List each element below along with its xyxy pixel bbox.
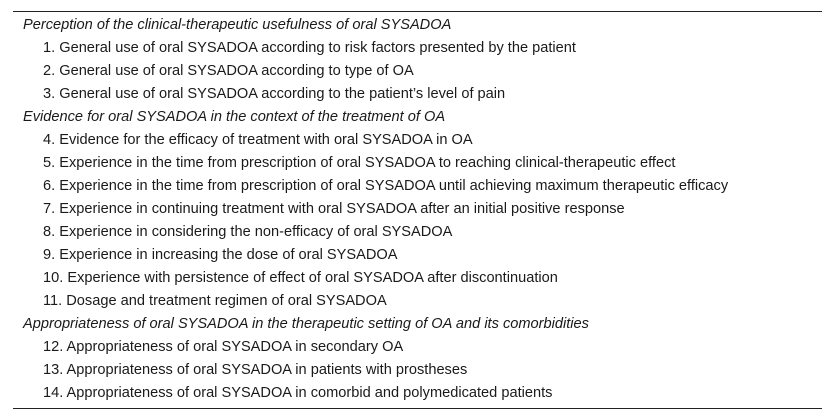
list-item: 10. Experience with persistence of effect of oral SYSADOA after discontinuation [43,270,558,286]
list-item: 1. General use of oral SYSADOA according to risk factors presented by the patient [43,40,576,56]
list-item: 14. Appropriateness of oral SYSADOA in comorbid and polymedicated patients [43,385,553,401]
list-item: 8. Experience in considering the non-efficacy of oral SYSADOA [43,224,453,240]
list-item: 2. General use of oral SYSADOA according to type of OA [43,63,414,79]
list-item: 11. Dosage and treatment regimen of oral SYSADOA [43,293,387,309]
list-item: 5. Experience in the time from prescription of oral SYSADOA to reaching clinical-therapeutic effect [43,155,676,171]
criteria-table [13,11,822,409]
list-item: 7. Experience in continuing treatment with oral SYSADOA after an initial positive response [43,201,625,217]
list-item: 9. Experience in increasing the dose of oral SYSADOA [43,247,398,263]
list-item: 12. Appropriateness of oral SYSADOA in secondary OA [43,339,404,355]
section-title-appropriateness: Appropriateness of oral SYSADOA in the therapeutic setting of OA and its comorbidities [23,316,589,332]
section-title-evidence: Evidence for oral SYSADOA in the context of the treatment of OA [23,109,446,125]
list-item: 4. Evidence for the efficacy of treatment with oral SYSADOA in OA [43,132,473,148]
list-item: 3. General use of oral SYSADOA according to the patient’s level of pain [43,86,506,102]
section-title-perception: Perception of the clinical-therapeutic usefulness of oral SYSADOA [23,17,452,33]
list-item: 13. Appropriateness of oral SYSADOA in patients with prostheses [43,362,468,378]
list-item: 6. Experience in the time from prescription of oral SYSADOA until achieving maximum therapeutic efficacy [43,178,729,194]
